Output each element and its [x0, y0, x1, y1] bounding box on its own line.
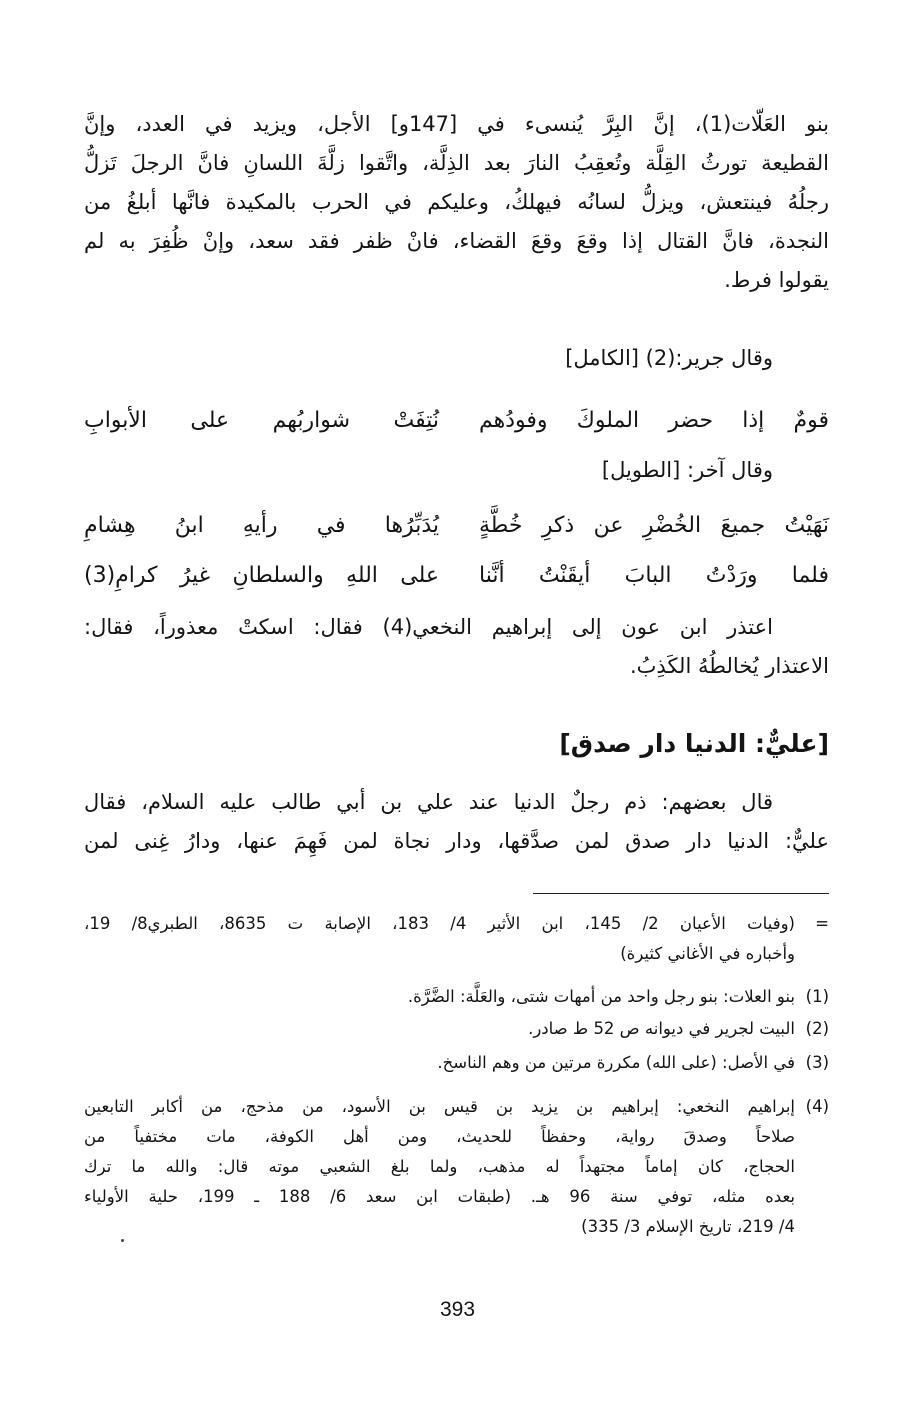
text-line: رجلُهُ فينتعش، ويزلُّ لسانُه فيهلكُ، وعليكم في الحرب بالمكيدة فانَّها أبلغُ من [84, 190, 829, 214]
footnote-line: بعده مثله، توفي سنة 96 هـ. (طبقات ابن سعد 6/ 188 ـ 199، حلية الأولياء [84, 1187, 796, 1206]
print-speck [121, 1239, 124, 1242]
footnote-4 [84, 1092, 829, 1242]
text-line: يقولوا فرط. [724, 268, 829, 292]
paragraph-2 [84, 608, 829, 686]
footnote-marker: (2) [805, 1019, 829, 1038]
footnote-marker: (4) [805, 1097, 829, 1116]
footnote-marker: (1) [805, 987, 829, 1006]
poem-intro-jarir: وقال جرير:(2) [الكامل] [565, 346, 773, 370]
paragraph-1 [84, 105, 829, 300]
verse-1 [84, 403, 829, 439]
footnote-line: في الأصل: (على الله) مكررة مرتين من وهم الناسخ. [437, 1053, 795, 1072]
text-line: اعتذر ابن عون إلى إبراهيم النخعي(4) فقال: اسكتْ معذوراً، فقال: [84, 615, 774, 639]
footnote-line: صلاحاً وصدقَ رواية، وحفظاً للحديث، ومن أهل الكوفة، مات مختفياً من [84, 1127, 795, 1146]
text-line: قال بعضهم: ذم رجلٌ الدنيا عند علي بن أبي طالب عليه السلام، فقال [84, 790, 773, 814]
verse-first-hemistich: نَهَيْتُ جميعَ الخُضْرِ عن ذكرِ خُطَّةٍ [479, 513, 829, 538]
verse-first-hemistich: قومٌ إذا حضر الملوكَ وفودُهم [479, 408, 829, 433]
footnote-line: بنو العلات: بنو رجل واحد من أمهات شتى، والعَلَّة: الضَّرَّة. [407, 987, 795, 1006]
poem-intro-other: وقال آخر: [الطويل] [601, 458, 773, 482]
footnote-1 [84, 982, 829, 1012]
footnote-line: 4/ 219، تاريخ الإسلام 3/ 335) [581, 1217, 795, 1236]
footnote-line: إبراهيم النخعي: إبراهيم بن يزيد بن قيس بن الأسود، من مذحج، من أكابر التابعين [84, 1097, 795, 1116]
footnote-line: (وفيات الأعيان 2/ 145، ابن الأثير 4/ 183، الإصابة ت 8635، الطبري8/ 19، [84, 914, 795, 933]
verse-first-hemistich: فلما ورَدْتُ البابَ أيقَنْتُ أنَّنا [479, 563, 829, 588]
footnote-line: البيت لجرير في ديوانه ص 52 ط صادر. [528, 1019, 795, 1038]
footnote-2 [84, 1014, 829, 1044]
verse-3 [84, 558, 829, 594]
verse-second-hemistich: نُتِفَتْ شواربُهم على الأبوابِ [84, 408, 439, 433]
footnote-separator [533, 893, 829, 894]
footnote-3 [84, 1048, 829, 1078]
paragraph-3 [84, 783, 829, 861]
text-line: النجدة، فانَّ القتال إذا وقعَ وقعَ القضاء، فانْ ظفر فقد سعد، وإنْ ظُفِرَ به لم [84, 229, 829, 253]
text-line: الاعتذار يُخالطُهُ الكَذِبُ. [629, 654, 829, 678]
verse-second-hemistich: يُدَبِّرُها في رأيهِ ابنُ هِشامِ [84, 513, 439, 538]
footnote-line: الحجاج، كان إماماً مجتهداً له مذهب، ولما بلغ الشعبي موته قال: والله ما ترك [84, 1157, 795, 1176]
page-number: 393 [439, 1298, 476, 1321]
verse-second-hemistich: على اللهِ والسلطانِ غيرُ كرامِ(3) [84, 563, 439, 588]
footnote-continued [84, 909, 829, 969]
footnote-marker: = [815, 914, 829, 933]
section-heading: [عليٌّ: الدنيا دار صدق] [559, 729, 829, 758]
verse-2 [84, 508, 829, 544]
text-line: بنو العَلّات(1)، إنَّ البِرَّ يُنسىء في [147و] الأجل، ويزيد في العدد، وإنَّ [84, 112, 829, 136]
footnote-line: وأخباره في الأغاني كثيرة) [620, 944, 795, 963]
footnote-marker: (3) [805, 1053, 829, 1072]
text-line: القطيعة تورثُ القِلَّة وتُعقِبُ النارَ بعد الذِلَّة، واتَّقوا زلَّةَ اللسانِ فانَّ الرجلَ تَزلُّ [84, 151, 829, 175]
text-line: عليٌّ: الدنيا دار صدق لمن صدَّقها، ودار نجاة لمن فَهِمَ عنها، ودارُ غِنى لمن [84, 829, 829, 853]
